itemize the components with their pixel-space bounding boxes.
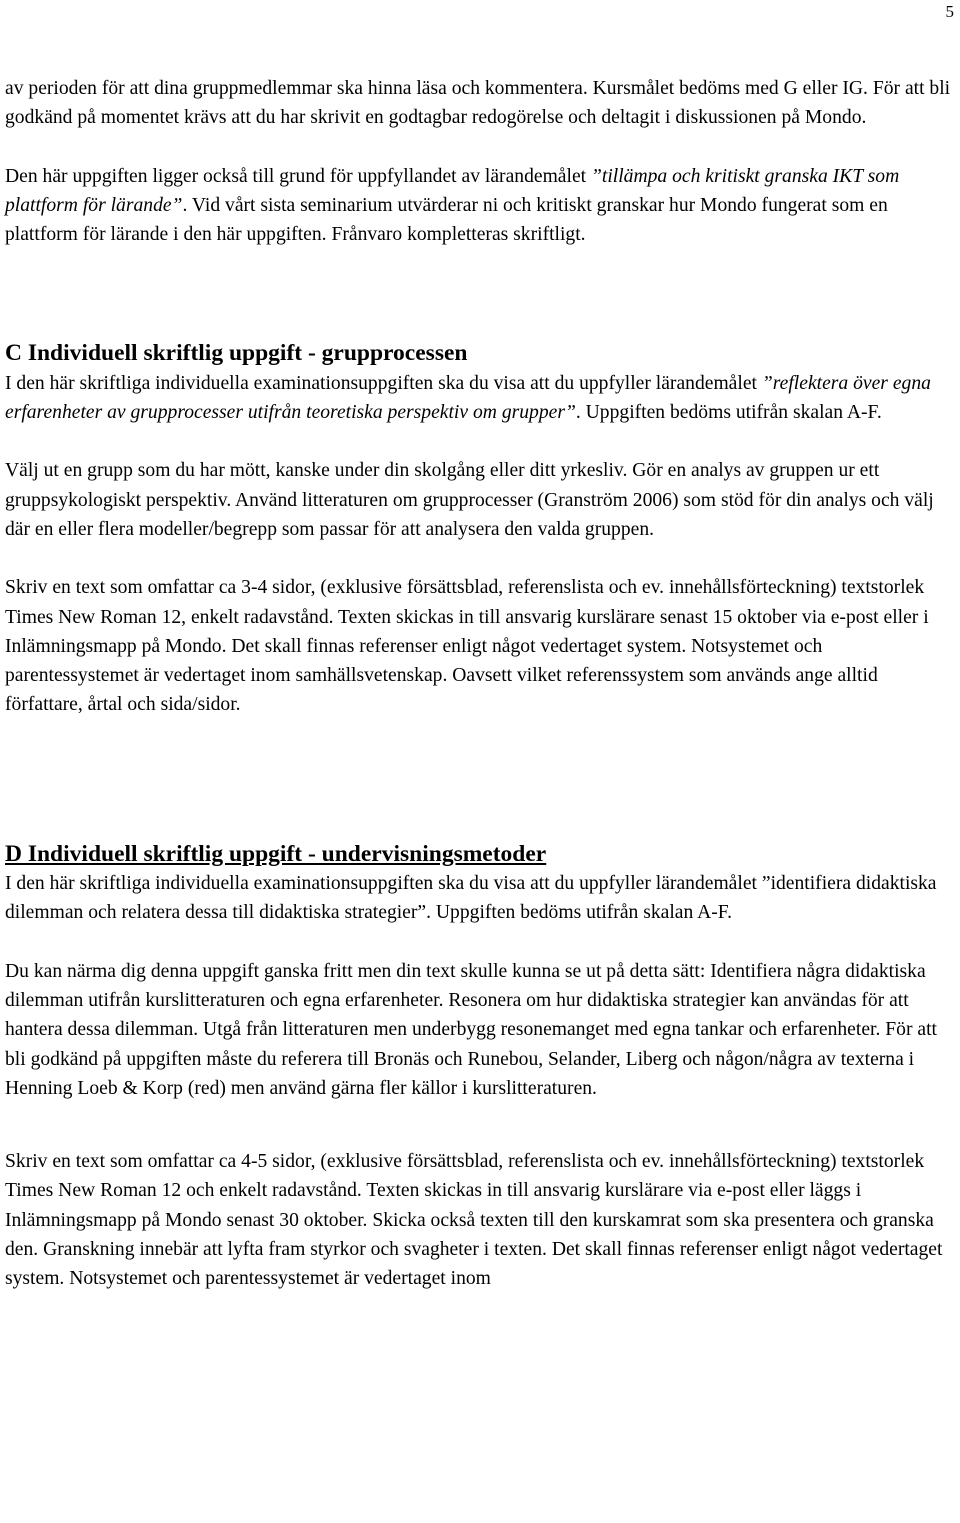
section-c-paragraph-1 <box>5 369 957 428</box>
section-c-heading: C Individuell skriftlig uppgift - grupprocessen <box>5 340 468 367</box>
section-d-heading: D Individuell skriftlig uppgift - undervisningsmetoder <box>5 840 547 867</box>
section-d-paragraph-1: I den här skriftliga individuella examinationsuppgiften ska du visa att du uppfyller lärandemålet ”identifiera didaktiska dilemman och relatera dessa till didaktiska strategier”. Uppgiften bedöms utifrån skalan A-F. <box>5 873 937 924</box>
section-d-paragraph-3: Skriv en text som omfattar ca 4-5 sidor, (exklusive försättsblad, referenslista och ev. innehållsförteckning) textstorlek Times New Roman 12 och enkelt radavstånd. Texten skickas in till ansvarig kurslärare via e-post eller läggs i Inlämningsmapp på Mondo senast 30 oktober. Skicka också texten till den kurskamrat som ska presentera och granska den. Granskning innebär att lyfta fram styrkor och svagheter i texten. Det skall finnas referenser enligt något vedertaget system. Notsystemet och parentessystemet är vedertaget inom <box>5 1151 943 1290</box>
intro-paragraph-2 <box>5 162 957 250</box>
section-d-paragraph-2: Du kan närma dig denna uppgift ganska fritt men din text skulle kunna se ut på detta sätt: Identifiera några didaktiska dilemman utifrån kurslitteraturen och egna erfarenheter. Resonera om hur didaktiska strategier kan användas för att hantera dessa dilemman. Utgå från litteraturen men underbygg resonemanget med egna tankar och erfarenheter. För att bli godkänd på uppgiften måste du referera till Bronäs och Runebou, Selander, Liberg och någon/några av texterna i Henning Loeb & Korp (red) men använd gärna fler källor i kurslitteraturen. <box>5 960 937 1099</box>
intro-paragraph-2-end: . Vid vårt sista seminarium utvärderar ni och kritiskt granskar hur Mondo fungerat som en plattform för lärande i den här uppgiften. Frånvaro kompletteras skriftligt. <box>5 194 888 246</box>
section-c-paragraph-1-start: I den här skriftliga individuella examinationsuppgiften ska du visa att du uppfyller lärandemålet <box>5 372 762 394</box>
document-body <box>5 74 957 1294</box>
intro-paragraph-2-start: Den här uppgiften ligger också till grund för uppfyllandet av lärandemålet <box>5 165 591 187</box>
learning-goal-group-processes: ”reflektera över egna erfarenheter av grupprocesser utifrån teoretiska perspektiv om grupper” <box>5 372 931 424</box>
learning-goal-ikt: ”tillämpa och kritiskt granska IKT som plattform för lärande” <box>5 165 900 216</box>
section-c-paragraph-1-end: . Uppgiften bedöms utifrån skalan A-F. <box>575 402 882 424</box>
section-c-paragraph-3: Skriv en text som omfattar ca 3-4 sidor, (exklusive försättsblad, referenslista och ev. innehållsförteckning) textstorlek Times New Roman 12, enkelt radavstånd. Texten skickas in till ansvarig kurslärare senast 15 oktober via e-post eller i Inlämningsmapp på Mondo. Det skall finnas referenser enligt något vedertaget system. Notsystemet och parentessystemet är vedertaget inom samhällsvetenskap. Oavsett vilket referenssystem som används ange alltid författare, årtal och sida/sidor. <box>5 577 929 716</box>
section-c-paragraph-2: Välj ut en grupp som du har mött, kanske under din skolgång eller ditt yrkesliv. Gör en analys av gruppen ur ett gruppsykologiskt perspektiv. Använd litteraturen om grupprocesser (Granström 2006) som stöd för din analys och välj där en eller flera modeller/begrepp som passar för att analysera den valda gruppen. <box>5 460 934 540</box>
page-number: 5 <box>945 2 954 21</box>
intro-paragraph-1: av perioden för att dina gruppmedlemmar ska hinna läsa och kommentera. Kursmålet bedöms med G eller IG. För att bli godkänd på momentet krävs att du har skrivit en godtagbar redogörelse och deltagit i diskussionen på Mondo. <box>5 78 951 129</box>
